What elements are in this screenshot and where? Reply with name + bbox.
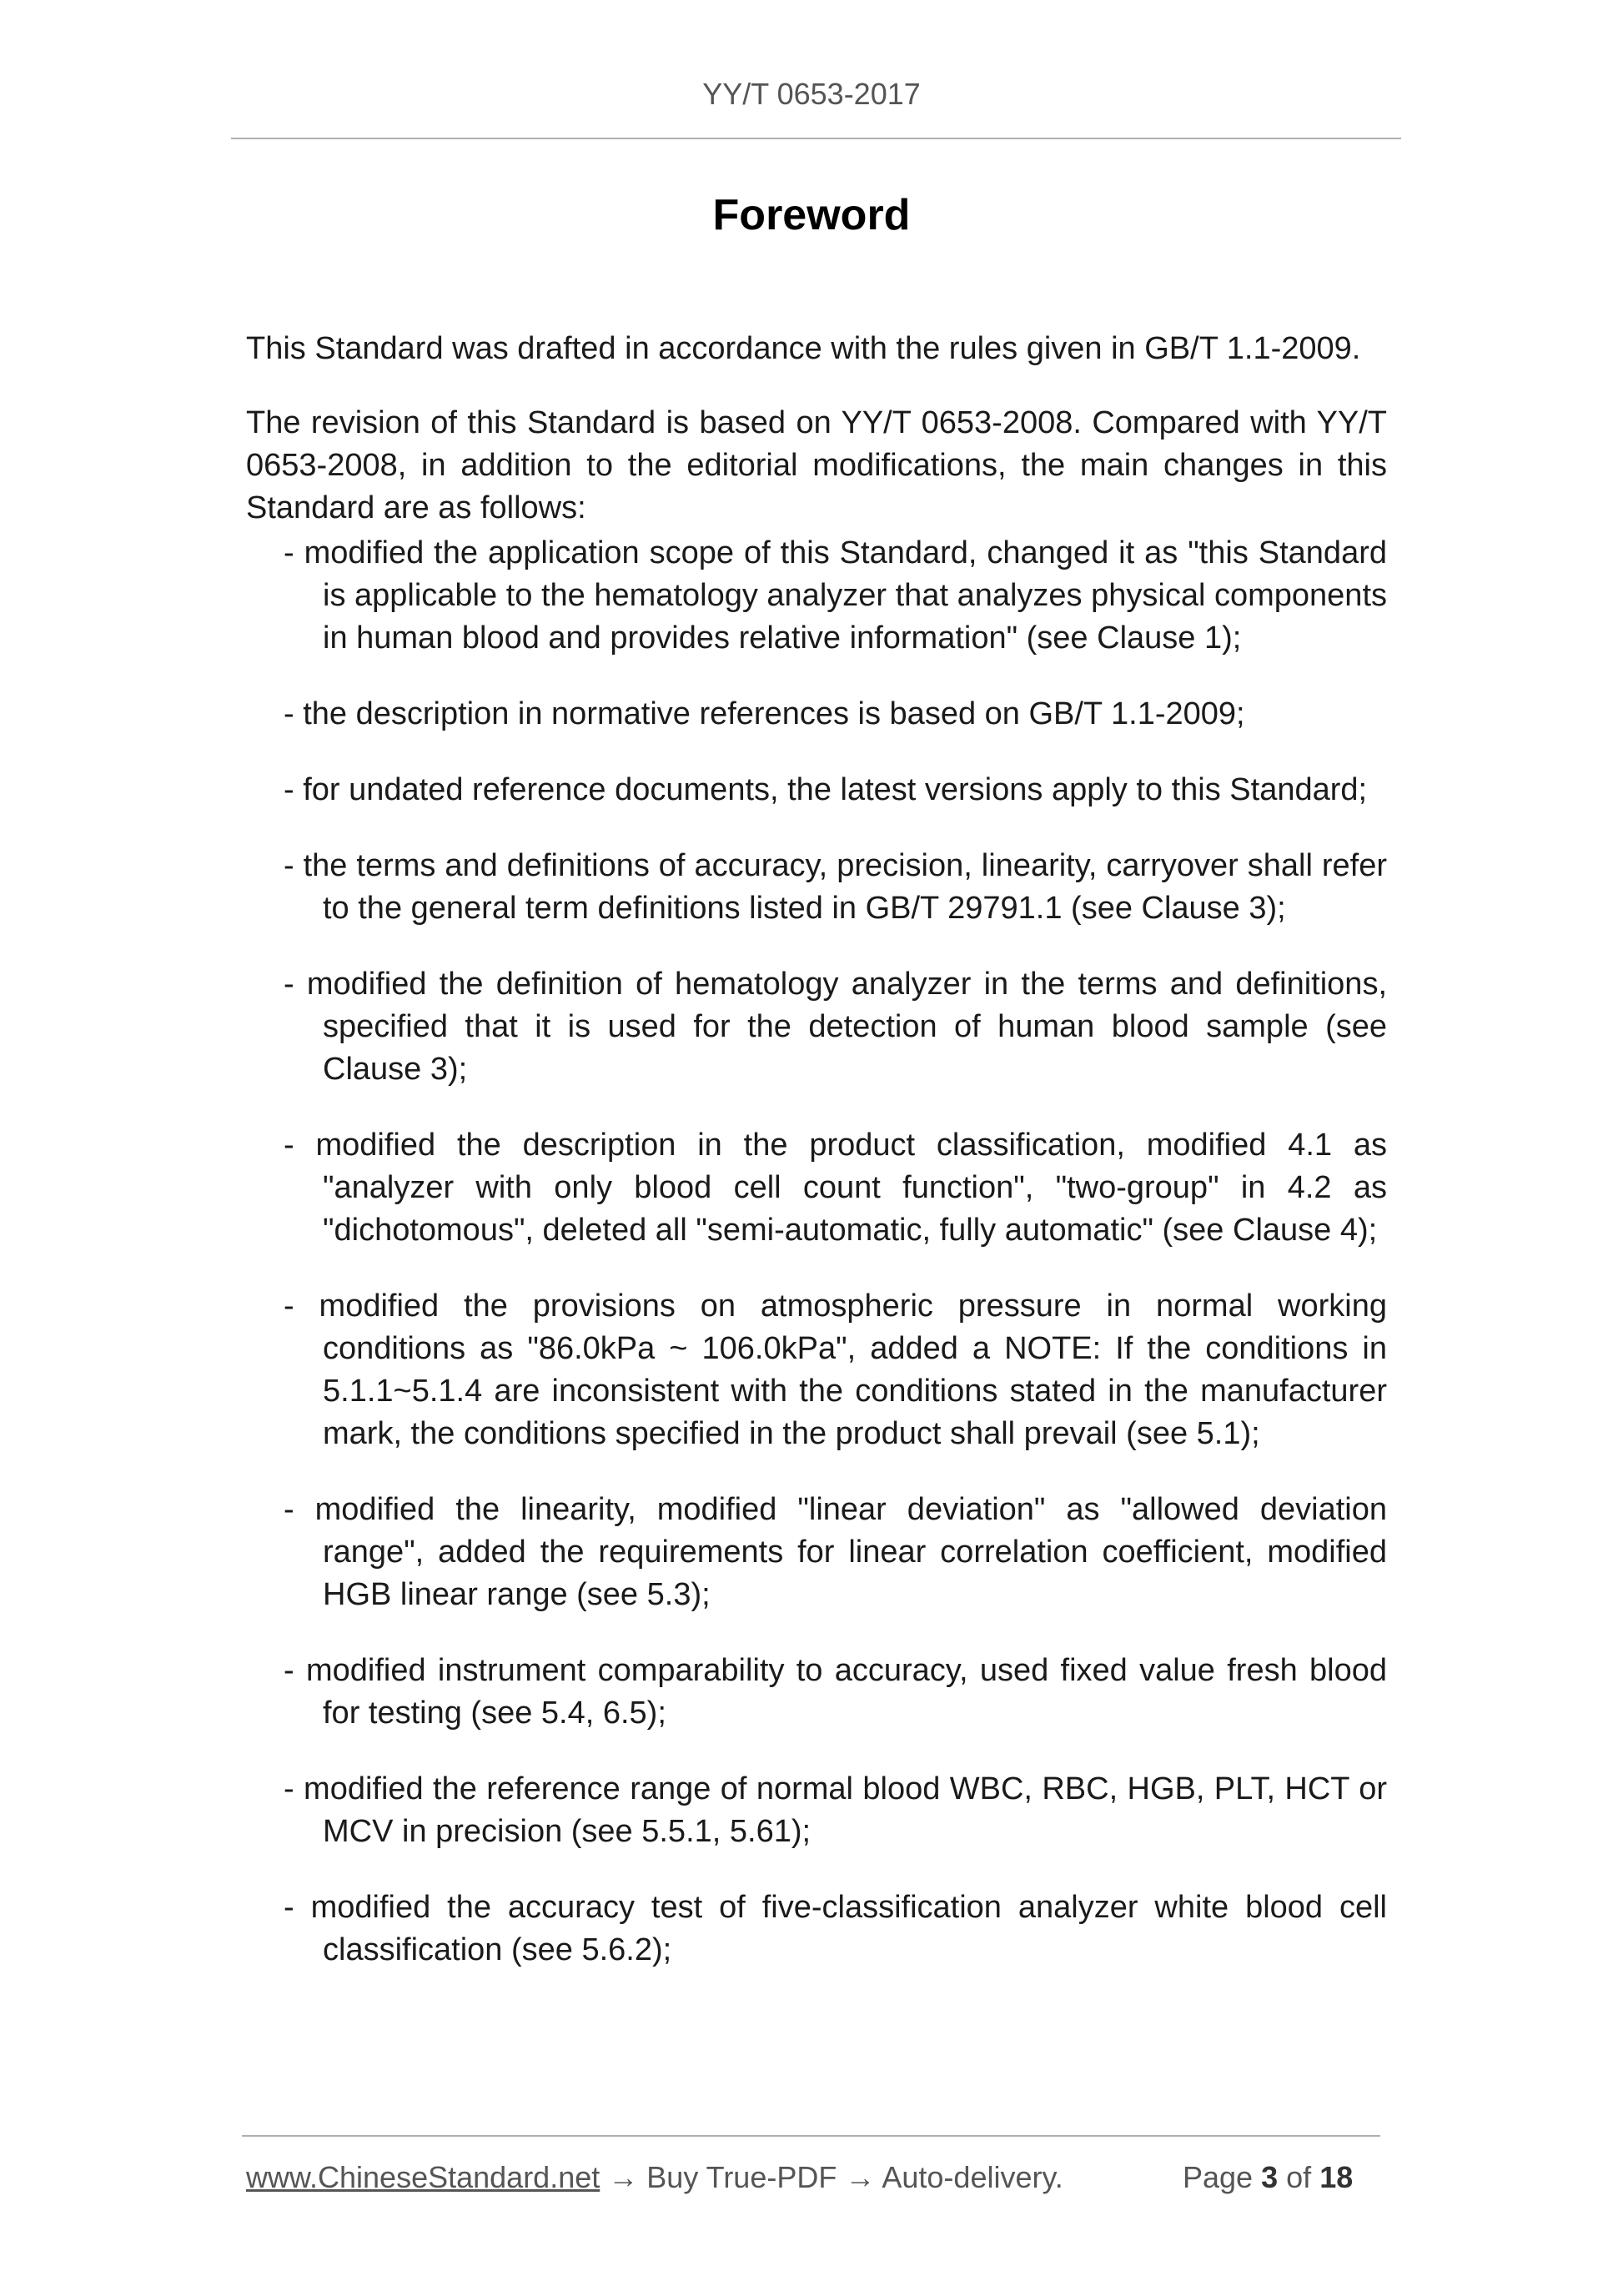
intro-paragraph-1: This Standard was drafted in accordance with the rules given in GB/T 1.1-2009. <box>246 331 1361 366</box>
change-item: - the description in normative references is based on GB/T 1.1-2009; <box>284 696 1245 731</box>
change-item: - for undated reference documents, the latest versions apply to this Standard; <box>284 772 1368 807</box>
change-item: - modified the reference range of normal blood WBC, RBC, HGB, PLT, HCT or MCV in precision (see 5.5.1, 5.61); <box>284 1771 1387 1849</box>
change-item: - modified the linearity, modified "linear deviation" as "allowed deviation range", added the requirements for linear correlation coefficient, modified HGB linear range (see 5.3); <box>284 1492 1387 1612</box>
page-total: 18 <box>1319 2160 1354 2194</box>
change-item: - modified the accuracy test of five-classification analyzer white blood cell classification (see 5.6.2); <box>284 1890 1387 1967</box>
change-item: - modified the application scope of this Standard, changed it as "this Standard is applicable to the hematology analyzer that analyzes physical components in human blood and provides relative information" (see Clause 1); <box>284 535 1387 656</box>
change-item: - modified the provisions on atmospheric pressure in normal working conditions as "86.0kPa ~ 106.0kPa", added a NOTE: If the conditions in 5.1.1~5.1.4 are inconsistent with the conditions stated in the manufacturer mark, the conditions specified in the product shall prevail (see 5.1); <box>284 1289 1387 1451</box>
page-current: 3 <box>1261 2160 1279 2194</box>
change-item: - modified the definition of hematology analyzer in the terms and definitions, specified that it is used for the detection of human blood sample (see Clause 3); <box>284 967 1387 1087</box>
arrow-right-icon: → <box>845 2160 876 2194</box>
change-item: - modified instrument comparability to accuracy, used fixed value fresh blood for testing (see 5.4, 6.5); <box>284 1653 1387 1731</box>
running-header: YY/T 0653-2017 <box>702 77 921 111</box>
footer-promo <box>246 2160 1063 2195</box>
website-link[interactable]: www.ChineseStandard.net <box>246 2160 600 2194</box>
change-item: - the terms and definitions of accuracy, precision, linearity, carryover shall refer to the general term definitions listed in GB/T 29791.1 (see Clause 3); <box>284 848 1387 926</box>
intro-paragraph-2: The revision of this Standard is based on YY/T 0653-2008. Compared with YY/T 0653-2008, in addition to the editorial modifications, the main changes in this Standard are as follows: <box>246 405 1387 525</box>
page-indicator <box>1183 2160 1353 2195</box>
page-label: Page <box>1183 2160 1254 2194</box>
header-divider <box>231 138 1401 139</box>
auto-delivery-text: Auto-delivery. <box>882 2160 1063 2194</box>
page-of-label: of <box>1286 2160 1312 2194</box>
buy-pdf-text: Buy True-PDF <box>646 2160 837 2194</box>
changes-list <box>284 532 1387 2005</box>
page-title: Foreword <box>712 191 911 239</box>
footer-divider <box>242 2135 1380 2137</box>
arrow-right-icon: → <box>608 2160 639 2194</box>
change-item: - modified the description in the product classification, modified 4.1 as "analyzer with only blood cell count function", "two-group" in 4.2 as "dichotomous", deleted all "semi-automatic, fully automatic" (see Clause 4); <box>284 1128 1387 1248</box>
